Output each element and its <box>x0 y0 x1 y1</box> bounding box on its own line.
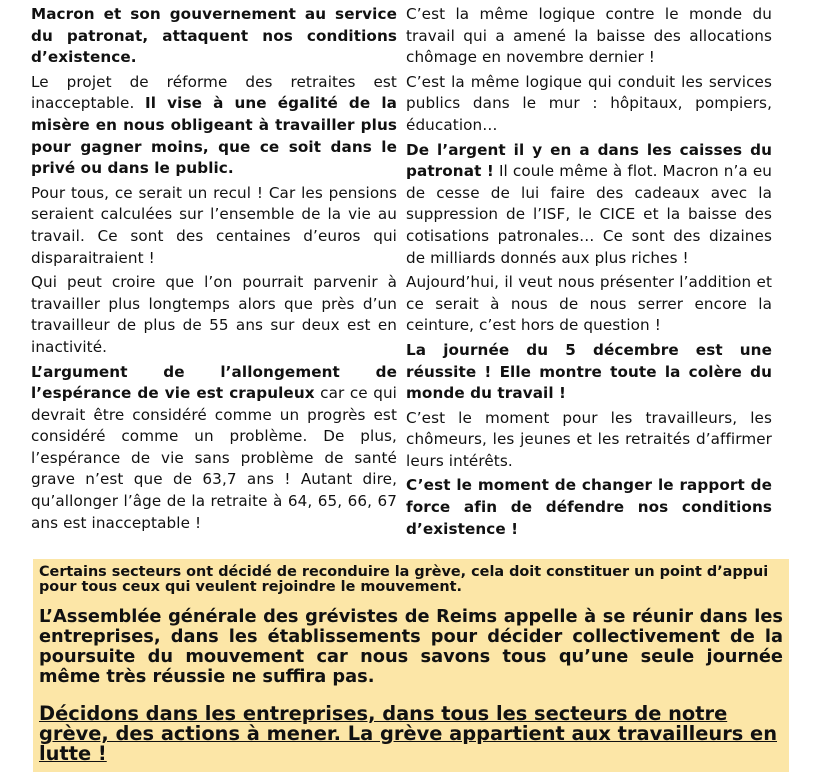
pension-paragraph: Pour tous, ce serait un recul ! Car les pensions seraient calculées sur l’ensemble de la vie au travail. Ce sont des centaines d’euros qui disparaitraient ! <box>31 183 397 267</box>
public-services-paragraph: C’est la même logique qui conduit les services publics dans le mur : hôpitaux, pompiers, éducation… <box>406 72 772 134</box>
strike-notice: Certains secteurs ont décidé de reconduire la grève, cela doit constituer un point d’appui pour tous ceux qui veulent rejoindre le mouvement. <box>39 564 769 595</box>
left-column <box>31 4 397 537</box>
money-paragraph: De l’argent il y en a dans les caisses du patronat ! Il coule même à flot. Macron n’a eu de cesse de lui faire des cadeaux avec la suppression de l’ISF, le CICE et la baisse des cotisations patronales… Ce sont des dizaines de milliards donnés aux plus riches ! <box>406 140 772 267</box>
life-expectancy-paragraph: L’argument de l’allongement de l’espérance de vie est crapuleux car ce qui devrait être considéré comme un progrès est considéré comme un problème. De plus, l’espérance de vie sans problème de santé grave n’est que de 63,7 ans ! Autant dire, qu’allonger l’âge de la retraite à 64, 65, 66, 67 ans est inacceptable ! <box>31 362 397 532</box>
assembly-call: L’Assemblée générale des grévistes de Reims appelle à se réunir dans les entreprises, dans les établissements pour décider collectivement de la poursuite du mouvement car nous savons tous qu’une seule journée même très réussie ne suffira pas. <box>39 606 783 687</box>
december-paragraph: La journée du 5 décembre est une réussite ! Elle montre toute la colère du monde du travail ! <box>406 340 772 403</box>
action-slogan: Décidons dans les entreprises, dans tous les secteurs de notre grève, des actions à mener. La grève appartient aux travailleurs en lutte ! <box>39 702 778 765</box>
older-workers-paragraph: Qui peut croire que l’on pourrait parvenir à travailler plus longtemps alors que près d’un travailleur de plus de 55 ans sur deux est en inactivité. <box>31 273 397 356</box>
moment-paragraph: C’est le moment pour les travailleurs, les chômeurs, les jeunes et les retraités d’affirmer leurs intérêts. <box>406 408 772 470</box>
highlight-box <box>33 559 789 772</box>
reform-paragraph: Le projet de réforme des retraites est inacceptable. Il vise à une égalité de la misère en nous obligeant à travailler plus pour gagner moins, que ce soit dans le privé ou dans le public. <box>31 72 398 178</box>
unemployment-paragraph: C’est la même logique contre le monde du travail qui a amené la baisse des allocations chômage en novembre dernier ! <box>406 5 772 67</box>
bill-paragraph: Aujourd’hui, il veut nous présenter l’addition et ce serait à nous de nous serrer encore la ceinture, c’est hors de question ! <box>406 273 772 335</box>
right-column <box>406 4 772 543</box>
intro-paragraph: Macron et son gouvernement au service du patronat, attaquent nos conditions d’existence. <box>31 5 397 67</box>
balance-of-power-paragraph: C’est le moment de changer le rapport de force afin de défendre nos conditions d’existence ! <box>406 476 772 538</box>
